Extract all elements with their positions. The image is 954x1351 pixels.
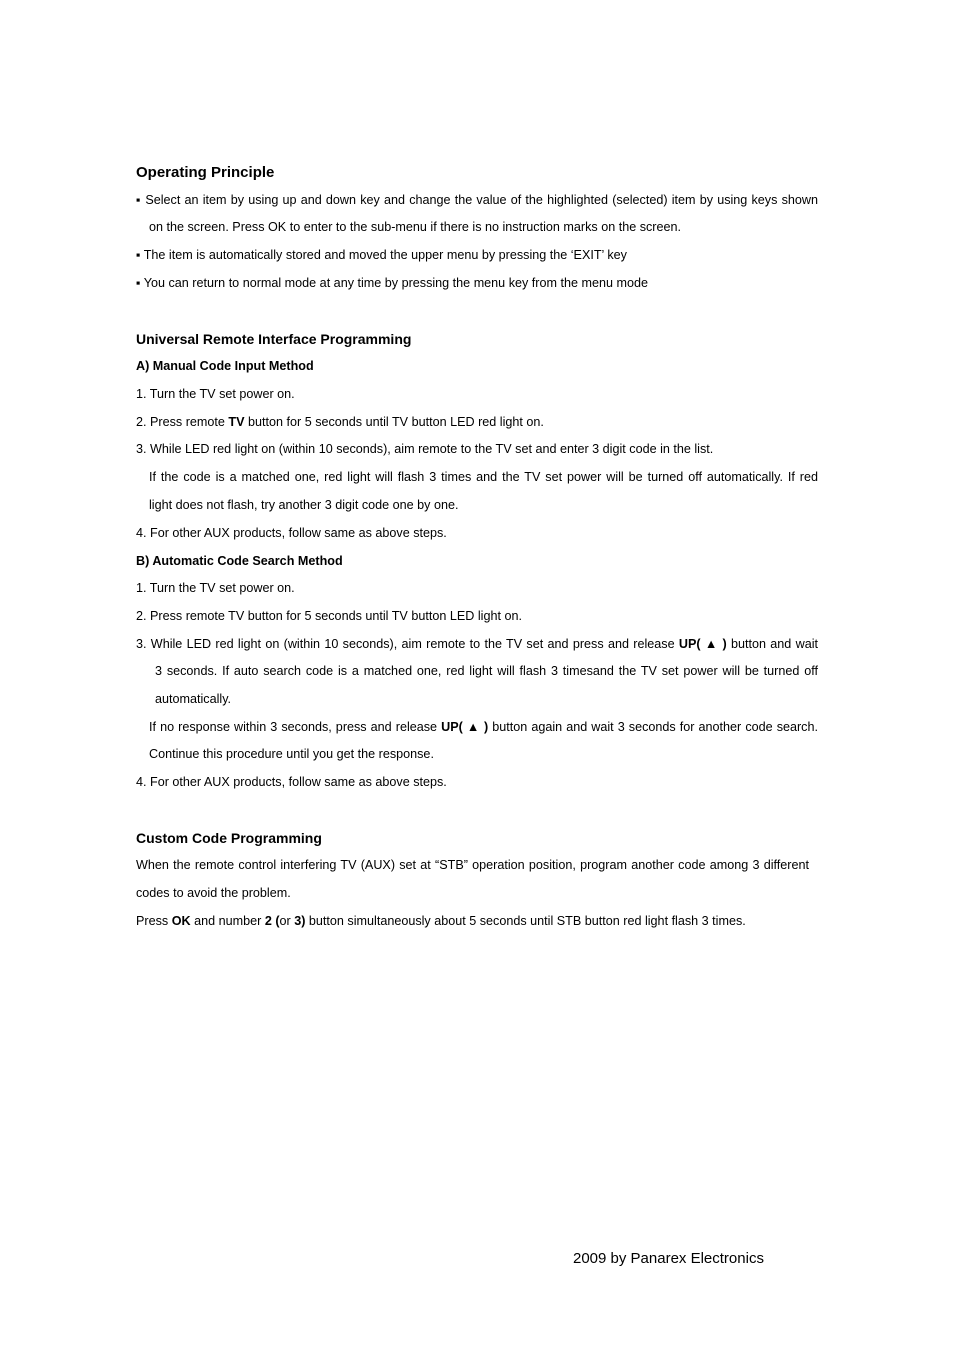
- manual-method-heading: A) Manual Code Input Method: [136, 359, 314, 373]
- manual-step-2-tv-bold: TV: [228, 415, 245, 429]
- custom-code-press-instruction: [136, 913, 746, 929]
- manual-step-2-pre: 2. Press remote: [136, 415, 229, 429]
- press-pre: Press: [136, 914, 172, 928]
- automatic-step-2: 2. Press remote TV button for 5 seconds until TV button LED light on.: [136, 609, 522, 623]
- custom-code-para-line-1: When the remote control interfering TV (AUX) set at “STB” operation position, program another code among 3 different: [136, 858, 809, 872]
- press-three-bold: 3): [294, 914, 306, 928]
- manual-step-2: [136, 414, 544, 430]
- press-ok-bold: OK: [171, 914, 191, 928]
- automatic-step-3-line-3: automatically.: [155, 692, 232, 706]
- universal-remote-heading: Universal Remote Interface Programming: [136, 331, 412, 347]
- operating-principle-heading: Operating Principle: [136, 164, 275, 181]
- manual-step-3: 3. While LED red light on (within 10 seconds), aim remote to the TV set and enter 3 digit code in the list.: [136, 442, 714, 456]
- press-or: or: [279, 914, 295, 928]
- manual-step-4: 4. For other AUX products, follow same as above steps.: [136, 526, 447, 540]
- automatic-method-heading: B) Automatic Code Search Method: [136, 554, 343, 568]
- press-mid: and number: [190, 914, 265, 928]
- operating-bullet-3: ▪ You can return to normal mode at any time by pressing the menu key from the menu mode: [136, 276, 648, 290]
- custom-code-para-line-2: codes to avoid the problem.: [136, 886, 291, 900]
- automatic-step-3-line-2: 3 seconds. If auto search code is a matched one, red light will flash 3 timesand the TV set power will be turned off: [155, 664, 818, 678]
- operating-bullet-1-line-1: ▪ Select an item by using up and down key and change the value of the highlighted (selected) item by using keys shown: [136, 193, 818, 207]
- automatic-step-4: 4. For other AUX products, follow same as above steps.: [136, 775, 447, 789]
- automatic-step-3-post: button and wait: [726, 637, 818, 651]
- automatic-note-post: button again and wait 3 seconds for another code search.: [488, 720, 818, 734]
- manual-step-1: 1. Turn the TV set power on.: [136, 387, 295, 401]
- automatic-note-up-bold: UP( ▲ ): [441, 720, 489, 734]
- automatic-step-1: 1. Turn the TV set power on.: [136, 581, 295, 595]
- automatic-note-line-2: Continue this procedure until you get the response.: [149, 747, 434, 761]
- operating-bullet-2: ▪ The item is automatically stored and moved the upper menu by pressing the ‘EXIT’ key: [136, 248, 627, 262]
- press-two-bold: 2 (: [264, 914, 280, 928]
- manual-step-2-post: button for 5 seconds until TV button LED red light on.: [244, 415, 544, 429]
- automatic-note-line-1: [149, 719, 818, 735]
- custom-code-heading: Custom Code Programming: [136, 830, 322, 846]
- manual-step-3-note-line-1: If the code is a matched one, red light will flash 3 times and the TV set power will be turned off automatically. If red: [149, 470, 818, 484]
- automatic-step-3-line-1: [136, 636, 818, 652]
- automatic-note-pre: If no response within 3 seconds, press and release: [149, 720, 442, 734]
- manual-step-3-note-line-2: light does not flash, try another 3 digit code one by one.: [149, 498, 459, 512]
- press-post: button simultaneously about 5 seconds until STB button red light flash 3 times.: [305, 914, 746, 928]
- automatic-step-3-pre: 3. While LED red light on (within 10 seconds), aim remote to the TV set and press and release: [136, 637, 679, 651]
- operating-bullet-1-line-2: on the screen. Press OK to enter to the sub-menu if there is no instruction marks on the screen.: [149, 220, 681, 234]
- automatic-step-3-up-bold: UP( ▲ ): [678, 637, 727, 651]
- footer-copyright: 2009 by Panarex Electronics: [573, 1250, 764, 1267]
